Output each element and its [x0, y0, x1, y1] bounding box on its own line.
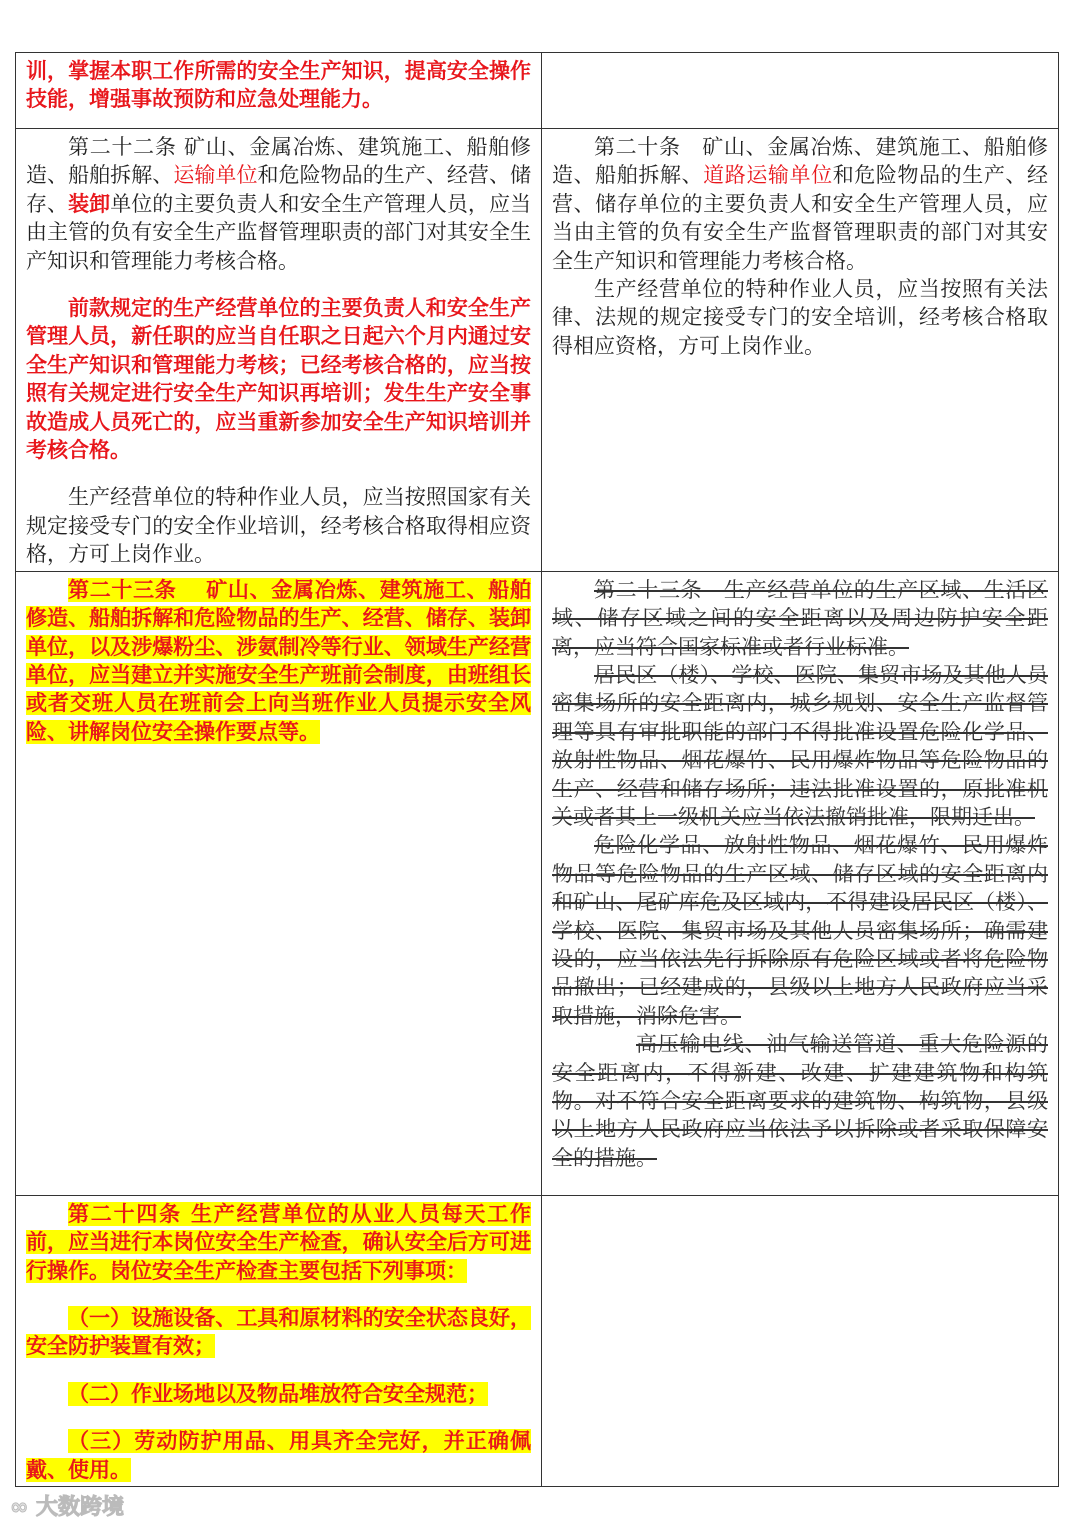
text: 单位的主要负责人和安全生产管理人员，应当由主管的负有安全生产监督管理职责的部门对其安全生产知识和管理能力考核合格。 [26, 191, 532, 273]
changed-text: 道路运输单位 [703, 163, 833, 188]
paragraph: 生产经营单位的特种作业人员，应当按照有关法律、法规的规定接受专门的安全培训，经考核合格取得相应资格，方可上岗作业。 [552, 277, 1048, 358]
changed-text: 装卸 [68, 191, 111, 216]
highlighted-text: （二）作业场地以及物品堆放符合安全规范； [68, 1381, 488, 1406]
new-text-cell [16, 571, 542, 1195]
article-20-paragraph [552, 133, 1048, 275]
paragraph: 生产经营单位的特种作业人员，应当按照国家有关规定接受专门的安全作业培训，经考核合格取得相应资格，方可上岗作业。 [26, 485, 531, 567]
old-text-cell [542, 53, 1059, 129]
added-paragraph [26, 576, 531, 746]
deleted-paragraph: 居民区（楼）、学校、医院、集贸市场及其他人员密集场所的安全距离内，城乡规划、安全生产监督管理等具有审批职能的部门不得批准设置危险化学品、放射性物品、烟花爆竹、民用爆炸物品等危险物品的生产、经营和储存场所；违法批准设置的，原批准机关或者其上一级机关应当依法撤销批准，限期迁出。 [552, 662, 1048, 829]
highlighted-text: 第二十四条 生产经营单位的从业人员每天工作前，应当进行本岗位安全生产检查，确认安全后方可进行操作。岗位安全生产检查主要包括下列事项： [26, 1201, 531, 1283]
table-row [16, 571, 1059, 1195]
new-text-cell [16, 53, 542, 129]
text: 第二十条 矿山、金属冶炼、建筑施工、船舶修造、船舶拆解、 [552, 135, 1048, 188]
article-22-paragraph [26, 133, 531, 275]
old-text-cell [542, 571, 1059, 1195]
changed-text: 运输单位 [173, 163, 258, 188]
list-item [26, 1304, 531, 1361]
table-row [16, 53, 1059, 129]
highlighted-text: （三）劳动防护用品、用具齐全完好，并正确佩戴、使用。 [26, 1429, 531, 1482]
table-row [16, 129, 1059, 572]
table-row [16, 1195, 1059, 1486]
new-text-cell [16, 129, 542, 572]
new-text-cell [16, 1195, 542, 1486]
list-item [26, 1427, 531, 1484]
highlighted-text: （一）设施设备、工具和原材料的安全状态良好，安全防护装置有效； [26, 1305, 531, 1359]
list-item [26, 1380, 531, 1408]
watermark-logo: ∞ 大数跨境 [10, 1495, 125, 1520]
text: 第二十二条 矿山、金属冶炼、建筑施工、船舶修造、船舶拆解、 [26, 135, 531, 188]
watermark-text: 大数跨境 [36, 1495, 125, 1520]
comparison-table [15, 52, 1059, 1487]
red-paragraph: 训，掌握本职工作所需的安全生产知识，提高安全操作技能，增强事故预防和应急处理能力。 [26, 59, 531, 112]
added-paragraph: 前款规定的生产经营单位的主要负责人和安全生产管理人员，新任职的应当自任职之日起六个月内通过安全生产知识和管理能力考核；已经考核合格的，应当按照有关规定进行安全生产知识再培训；发生生产安全事故造成人员死亡的，应当重新参加安全生产知识培训并考核合格。 [26, 296, 531, 463]
old-text-cell [542, 1195, 1059, 1486]
old-text-cell [542, 129, 1059, 572]
text: 和危险物品的生产、经营、储存单位的主要负责人和安全生产管理人员，应当由主管的负有安全生产监督管理职责的部门对其安全生产知识和管理能力考核合格。 [552, 163, 1049, 273]
text: 和危险物品的生产、经营、储存、 [26, 163, 532, 216]
deleted-paragraph: 高压输电线、油气输送管道、重大危险源的安全距离内，不得新建、改建、扩建建筑物和构筑物。对不符合安全距离要求的建筑物、构筑物，县级以上地方人民政府应当依法予以拆除或者采取保障安全的措施。 [552, 1032, 1048, 1170]
added-paragraph [26, 1200, 531, 1285]
deleted-paragraph: 危险化学品、放射性物品、烟花爆竹、民用爆炸物品等危险物品的生产区域、储存区域的安全距离内和矿山、尾矿库危及区域内，不得建设居民区（楼）、学校、医院、集贸市场及其他人员密集场所；确需建设的，应当依法先行拆除原有危险区域或者将危险物品撤出；已经建成的，县级以上地方人民政府应当采取措施，消除危害。 [552, 833, 1048, 1028]
highlighted-text: 第二十三条 矿山、金属冶炼、建筑施工、船舶修造、船舶拆解和危险物品的生产、经营、储存、装卸单位，以及涉爆粉尘、涉氨制冷等行业、领域生产经营单位，应当建立并实施安全生产班前会制度，由班组长或者交班人员在班前会上向当班作业人员提示安全风险、讲解岗位安全操作要点等。 [26, 577, 531, 744]
deleted-paragraph: 第二十三条 生产经营单位的生产区域、生活区域、储存区域之间的安全距离以及周边防护安全距离，应当符合国家标准或者行业标准。 [552, 577, 1048, 659]
